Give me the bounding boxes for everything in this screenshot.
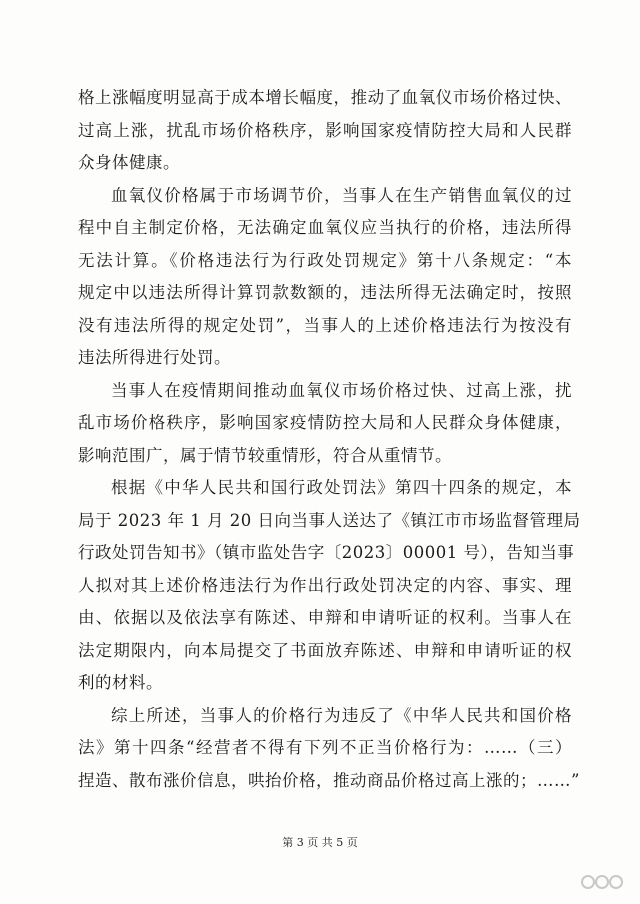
text-line: 法》第十四条“经营者不得有下列不正当价格行为：……（三）	[78, 738, 572, 757]
text-line: 综上所述，当事人的价格行为违反了《中华人民共和国价格	[111, 705, 572, 725]
page-number-footer: 第 3 页 共 5 页	[282, 836, 358, 849]
text-line: 规定中以违法所得计算罚款数额的，违法所得无法确定时，按照	[78, 283, 572, 302]
paragraph-1	[78, 82, 572, 180]
text-line: 捏造、散布涨价信息，哄抬价格，推动商品价格过高上涨的；……”	[78, 770, 580, 790]
text-line: 根据《中华人民共和国行政处罚法》第四十四条的规定，本	[111, 478, 572, 497]
text-line: 法定期限内，向本局提交了书面放弃陈述、申辩和申请听证的权	[78, 640, 572, 660]
text-line: 没有违法所得的规定处罚”，当事人的上述价格违法行为按没有	[78, 315, 572, 335]
text-line: 利的材料。	[78, 673, 163, 692]
text-line: 行政处罚告知书》（镇市监处告字〔2023〕00001 号），告知当事	[78, 543, 575, 562]
text-line: 人拟对其上述价格违法行为作出行政处罚决定的内容、事实、理	[78, 575, 572, 595]
text-line: 格上涨幅度明显高于成本增长幅度，推动了血氧仪市场价格过快、	[78, 88, 572, 107]
text-line: 血氧仪价格属于市场调节价，当事人在生产销售血氧仪的过	[111, 185, 572, 205]
text-line: 局于 2023 年 1 月 20 日向当事人送达了《镇江市市场监督管理局	[78, 510, 581, 530]
paragraph-2	[78, 180, 572, 375]
text-line: 影响范围广，属于情节较重情形，符合从重情节。	[78, 445, 452, 465]
text-line: 众身体健康。	[78, 153, 180, 172]
text-line: 当事人在疫情期间推动血氧仪市场价格过快、过高上涨，扰	[111, 380, 572, 400]
text-line: 程中自主制定价格，无法确定血氧仪应当执行的价格，违法所得	[78, 218, 572, 237]
document-body	[78, 82, 581, 797]
paragraph-3	[78, 375, 572, 473]
text-line: 由、依据以及依法享有陈述、申辩和申请听证的权利。当事人在	[78, 608, 572, 627]
paragraph-4	[78, 472, 581, 700]
text-line: 过高上涨，扰乱市场价格秩序，影响国家疫情防控大局和人民群	[78, 120, 572, 140]
text-line: 违法所得进行处罚。	[78, 348, 231, 367]
paragraph-5	[78, 700, 580, 798]
watermark-logo-icon	[578, 872, 626, 892]
text-line: 乱市场价格秩序，影响国家疫情防控大局和人民群众身体健康，	[78, 413, 572, 432]
text-line: 无法计算。《价格违法行为行政处罚规定》第十八条规定：“本	[78, 250, 572, 270]
